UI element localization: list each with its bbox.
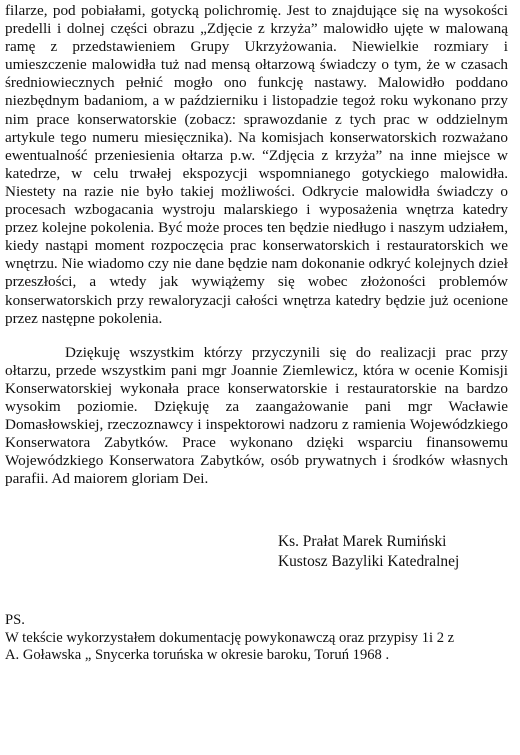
body-paragraph-2: Dziękuję wszystkim którzy przyczynili się do realizacji prac przy ołtarzu, przede wszystkim pani mgr Joannie Ziemlewicz, która w ocenie Komisji Konserwatorskiej wykonała prace konserwatorskie i restauratorskie na bardzo wysokim poziomie. Dziękuję za zaangażowanie pani mgr Wacławie Domasłowskiej, rzeczoznawcy i inspektorowi nadzoru z ramienia Wojewódzkiego Konserwatora Zabytków. Prace wykonano dzięki wsparciu finansowemu Wojewódzkiego Konserwatora Zabytków, osób prywatnych i środków własnych parafii. Ad maiorem gloriam Dei. [5, 343, 508, 488]
postscript [5, 612, 508, 665]
postscript-line-2: A. Goławska „ Snycerka toruńska w okresie baroku, Toruń 1968 . [5, 647, 390, 664]
signature-block [278, 532, 508, 572]
postscript-line-1: W tekście wykorzystałem dokumentację powykonawczą oraz przypisy 1i 2 z [5, 629, 455, 646]
body-paragraph-1: filarze, pod pobiałami, gotycką polichromię. Jest to znajdujące się na wysokości predelli i dolnej części obrazu „Zdjęcie z krzyża” malowidło ujęte w malowaną ramę z przedstawieniem Grupy Ukrzyżowania. Niewielkie rozmiary i umieszczenie malowidła tuż nad mensą ołtarzową świadczy o tym, że w czasach średniowiecznych pełnić mogło ono funkcję nastawy. Malowidło poddano niezbędnym badaniom, a w październiku i listopadzie tegoż roku wykonano przy nim prace konserwatorskie (zobacz: sprawozdanie z tych prac w oddzielnym artykule tego numeru miesięcznika). Na komisjach konserwatorskich rozważano ewentualność przeniesienia ołtarza p.w. “Zdjęcia z krzyża” na inne miejsce w katedrze, w celu trwałej ekspozycji wspomnianego gotyckiego malowidła. Niestety na razie nie było takiej możliwości. Odkrycie malowidła świadczy o procesach wzbogacania wystroju malarskiego i wyposażenia wnętrza katedry przez kolejne pokolenia. Być może proces ten będzie niedługo i naszym udziałem, kiedy nastąpi moment rozpoczęcia prac konserwatorskich i restauratorskich we wnętrzu. Nie wiadomo czy nie dane będzie nam dokonanie odkryć kolejnych dzieł przeszłości, a wtedy jak wywiążemy się wobec złożoności problemów konserwatorskich przy rewaloryzacji całości wnętrza katedry będzie już ocenione przez następne pokolenia. [5, 2, 508, 327]
signature-name: Ks. Prałat Marek Rumiński [278, 533, 447, 551]
postscript-heading: PS. [5, 612, 25, 629]
signature-title: Kustosz Bazyliki Katedralnej [278, 553, 460, 571]
